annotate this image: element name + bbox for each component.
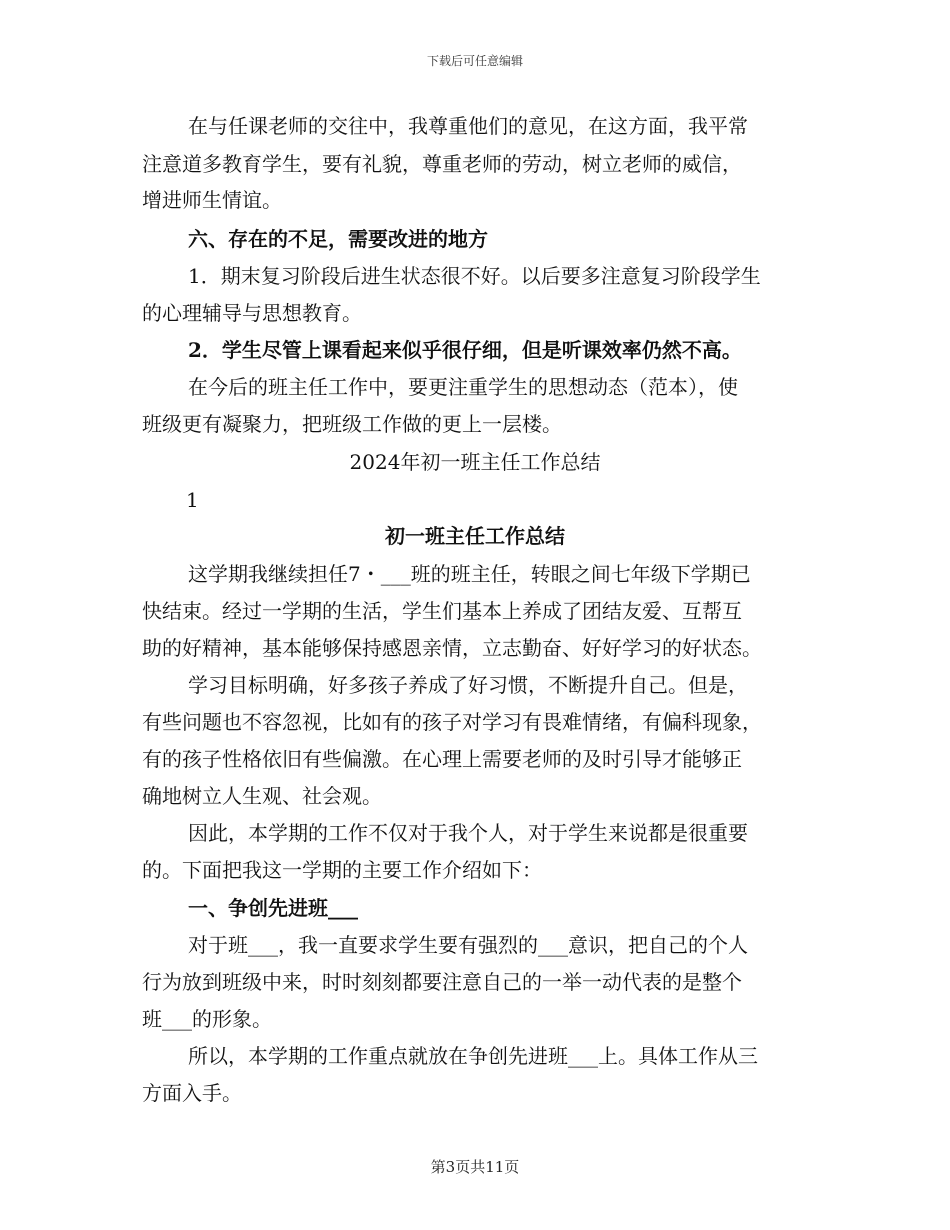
document-title: 2024年初一班主任工作总结: [349, 450, 601, 474]
paragraph-line: 对于班___，我一直要求学生要有强烈的___意识，把自己的个人: [188, 933, 748, 957]
paragraph-line: 的心理辅导与思想教育。: [142, 301, 362, 325]
paragraph-line: 助的好精神，基本能够保持感恩亲情，立志勤奋、好好学习的好状态。: [142, 636, 762, 660]
paragraph-line: 在与任课老师的交往中，我尊重他们的意见，在这方面，我平常: [188, 114, 748, 138]
section-heading: 六、存在的不足，需要改进的地方: [188, 227, 488, 251]
section-heading: 一、争创先进班___: [188, 896, 358, 920]
paragraph-line: 注意道多教育学生，要有礼貌，尊重老师的劳动，树立老师的威信，: [142, 152, 742, 176]
paragraph-line: 班___的形象。: [142, 1007, 272, 1031]
paragraph-line: 有些问题也不容忽视，比如有的孩子对学习有畏难情绪，有偏科现象，: [142, 710, 762, 734]
number-label: 1: [186, 488, 199, 512]
paragraph-line: 所以，本学期的工作重点就放在争创先进班___上。具体工作从三: [188, 1044, 758, 1068]
paragraph-line: 学习目标明确，好多孩子养成了好习惯，不断提升自己。但是，: [188, 673, 748, 697]
paragraph-line: 方面入手。: [142, 1081, 242, 1105]
section-title: 初一班主任工作总结: [385, 524, 565, 548]
bold-item: 2．学生尽管上课看起来似乎很仔细，但是听课效率仍然不高。: [188, 338, 742, 362]
paragraph-line: 1．期末复习阶段后进生状态很不好。以后要多注意复习阶段学生: [188, 264, 761, 288]
paragraph-line: 确地树立人生观、社会观。: [142, 784, 382, 808]
paragraph-line: 行为放到班级中来，时时刻刻都要注意自己的一举一动代表的是整个: [142, 970, 742, 994]
paragraph-line: 因此，本学期的工作不仅对于我个人，对于学生来说都是很重要: [188, 821, 748, 845]
paragraph-line: 班级更有凝聚力，把班级工作做的更上一层楼。: [142, 412, 562, 436]
paragraph-line: 的。下面把我这一学期的主要工作介绍如下：: [142, 858, 542, 882]
page-footer: 第3页共11页: [430, 1158, 520, 1176]
paragraph-line: 快结束。经过一学期的生活，学生们基本上养成了团结友爱、互帮互: [142, 599, 742, 623]
paragraph-line: 在今后的班主任工作中，要更注重学生的思想动态（范本），使: [188, 375, 738, 399]
paragraph-line: 增进师生情谊。: [142, 188, 282, 212]
paragraph-line: 这学期我继续担任7・___班的班主任，转眼之间七年级下学期已: [188, 562, 751, 586]
paragraph-line: 有的孩子性格依旧有些偏激。在心理上需要老师的及时引导才能够正: [142, 747, 742, 771]
page-header: 下载后可任意编辑: [426, 54, 523, 68]
